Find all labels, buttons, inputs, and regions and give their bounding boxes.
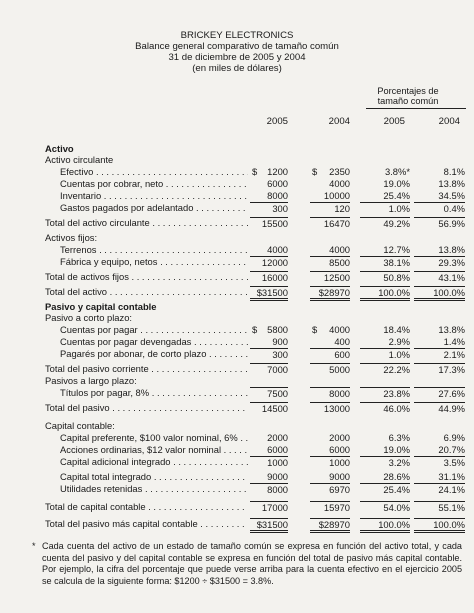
row-label: Utilidades retenidas . . . [60, 483, 248, 495]
cell-v1: 15500 [250, 217, 288, 229]
cell-v1: 8000 [267, 190, 288, 201]
cell-v2: $28970 [310, 286, 350, 301]
cell-v1: 14500 [250, 402, 288, 414]
row-label: Total del pasivo . . . [45, 402, 248, 414]
table-row [0, 456, 474, 468]
cell-v1: 9000 [267, 471, 288, 482]
cell-p1: 25.4% [360, 483, 410, 495]
cell-p1: 19.0% [383, 444, 410, 455]
footnote [32, 541, 462, 587]
table-row [0, 471, 474, 483]
cell-p2: 27.6% [414, 387, 465, 399]
cell-p2: 17.3% [414, 363, 465, 375]
table-row [0, 166, 474, 178]
cell-p2: 24.1% [414, 483, 465, 495]
row-label: Capital adicional integrado . . . [60, 456, 248, 468]
cell-p2: 44.9% [414, 402, 465, 414]
report-date: 31 de diciembre de 2005 y 2004 [168, 52, 306, 63]
row-label: Inventario . . . [60, 190, 248, 202]
cell-p2: 3.5% [414, 456, 465, 468]
cell-v2: 2000 [329, 432, 350, 443]
col-header-2005: 2005 [266, 116, 288, 127]
cell-v1: 900 [272, 336, 288, 347]
dollar-sign: $ [312, 166, 318, 177]
cell-v2: 12500 [310, 271, 350, 283]
cell-p1: 3.8%* [384, 166, 410, 177]
cell-p2: 29.3% [414, 256, 465, 268]
cell-v2: 15970 [310, 501, 350, 513]
col-header-pct-2004: 2004 [438, 116, 460, 127]
cell-v1: 5800 [267, 324, 288, 335]
cell-p2: 2.1% [414, 348, 465, 360]
table-row [0, 483, 474, 495]
row-label: Total de capital contable . . . [45, 501, 248, 513]
company-name: BRICKEY ELECTRONICS [180, 30, 294, 41]
cell-v2: 16470 [310, 217, 350, 229]
cell-p2: 31.1% [438, 471, 465, 482]
row-label: Capital contable: [45, 420, 115, 431]
cell-v1: 17000 [250, 501, 288, 513]
cell-p1: 1.0% [360, 348, 410, 360]
cell-v1: 300 [250, 348, 288, 360]
row-label: Efectivo . . . [60, 166, 248, 178]
cell-v2: 600 [310, 348, 350, 360]
cell-p1: 100.0% [360, 286, 410, 301]
table-row [0, 348, 474, 360]
pct-title-line1: Porcentajes de [377, 86, 439, 96]
cell-v1: 6000 [267, 178, 288, 189]
dollar-sign: $ [252, 166, 258, 177]
row-label: Fábrica y equipo, netos . . . [60, 256, 248, 268]
cell-v2: 9000 [329, 471, 350, 482]
cell-v2: 4000 [329, 324, 350, 335]
cell-p1: 22.2% [360, 363, 410, 375]
table-row [0, 387, 474, 399]
table-row [0, 202, 474, 214]
col-header-pct-2005: 2005 [383, 116, 405, 127]
cell-p2: 43.1% [414, 271, 465, 283]
row-label: Terrenos . . . [60, 244, 248, 256]
row-label: Capital preferente, $100 valor nominal, 6% . . . [60, 432, 248, 444]
cell-v1: 12000 [250, 256, 288, 268]
cell-v1: 7000 [250, 363, 288, 375]
cell-p1: 2.9% [388, 336, 410, 347]
cell-p2: 8.1% [443, 166, 465, 177]
cell-v2: 8000 [310, 387, 350, 399]
cell-p2: 6.9% [443, 432, 465, 443]
cell-p2: 1.4% [443, 336, 465, 347]
cell-v2: 10000 [323, 190, 350, 201]
cell-p1: 54.0% [360, 501, 410, 513]
table-row [0, 363, 474, 375]
row-label: Cuentas por pagar devengadas . . . [60, 336, 248, 348]
table-row [0, 217, 474, 229]
col-header-2004: 2004 [328, 116, 350, 127]
cell-p2: 55.1% [414, 501, 465, 513]
row-label: Activos fijos: [45, 232, 98, 243]
table-row [0, 271, 474, 283]
cell-v1: 2000 [267, 432, 288, 443]
cell-v2: 8500 [310, 256, 350, 268]
cell-p1: 1.0% [360, 202, 410, 214]
row-label: Total del activo circulante . . . [45, 217, 248, 229]
table-row [0, 324, 474, 336]
row-label: Activo [45, 143, 74, 154]
cell-p2: 100.0% [414, 286, 465, 301]
row-label: Total del activo . . . [45, 286, 248, 298]
row-label: Títulos por pagar, 8% . . . [60, 387, 248, 399]
table-row [0, 190, 474, 202]
table-row [0, 312, 474, 324]
dollar-sign: $ [252, 324, 258, 335]
cell-v2: 6000 [329, 444, 350, 455]
row-label: Total de activos fijos . . . [45, 271, 248, 283]
table-row [0, 286, 474, 298]
cell-v1: $31500 [250, 286, 288, 301]
row-label: Cuentas por pagar . . . [60, 324, 248, 336]
row-label: Pasivos a largo plazo: [45, 375, 137, 386]
cell-p1: 12.7% [383, 244, 410, 255]
row-label: Acciones ordinarias, $12 valor nominal . . . [60, 444, 248, 456]
cell-v1: 1000 [250, 456, 288, 468]
row-label: Activo circulante [45, 154, 114, 165]
cell-p2: 20.7% [438, 444, 465, 455]
cell-p1: 19.0% [383, 178, 410, 189]
table-row [0, 444, 474, 456]
cell-p1: 25.4% [383, 190, 410, 201]
cell-v2: $28970 [310, 518, 350, 533]
cell-p2: 13.8% [438, 324, 465, 335]
cell-p1: 50.8% [360, 271, 410, 283]
row-label: Pasivo a corto plazo: [45, 312, 133, 323]
row-label: Capital total integrado . . . [60, 471, 248, 483]
row-label: Gastos pagados por adelantado . . . [60, 202, 248, 214]
table-row [0, 518, 474, 530]
cell-p1: 49.2% [360, 217, 410, 229]
cell-p2: 0.4% [414, 202, 465, 214]
cell-p1: 6.3% [388, 432, 410, 443]
cell-p2: 34.5% [438, 190, 465, 201]
cell-p2: 13.8% [438, 244, 465, 255]
report-title: Balance general comparativo de tamaño común [135, 41, 339, 52]
row-label: Pasivo y capital contable [45, 301, 157, 312]
cell-v2: 1000 [310, 456, 350, 468]
table-row [0, 420, 474, 432]
cell-v1: 1200 [267, 166, 288, 177]
row-label: Pagarés por abonar, de corto plazo . . . [60, 348, 248, 360]
cell-p2: 13.8% [438, 178, 465, 189]
cell-p2: 56.9% [414, 217, 465, 229]
cell-p1: 18.4% [383, 324, 410, 335]
cell-v1: 4000 [267, 244, 288, 255]
table-row [0, 178, 474, 190]
report-units: (en miles de dólares) [192, 63, 282, 74]
table-row [0, 244, 474, 256]
table-row [0, 402, 474, 414]
cell-v2: 5000 [310, 363, 350, 375]
table-row [0, 336, 474, 348]
dollar-sign: $ [312, 324, 318, 335]
cell-p1: 100.0% [360, 518, 410, 533]
cell-p1: 46.0% [360, 402, 410, 414]
table-row [0, 432, 474, 444]
cell-v2: 13000 [310, 402, 350, 414]
cell-v2: 400 [334, 336, 350, 347]
cell-p1: 28.6% [383, 471, 410, 482]
table-row [0, 501, 474, 513]
cell-v2: 2350 [329, 166, 350, 177]
row-label: Total del pasivo corriente . . . [45, 363, 248, 375]
table-row [0, 375, 474, 387]
cell-p1: 3.2% [360, 456, 410, 468]
cell-v2: 4000 [329, 178, 350, 189]
cell-p2: 100.0% [414, 518, 465, 533]
table-row [0, 232, 474, 244]
table-row [0, 154, 474, 166]
cell-v2: 6970 [310, 483, 350, 495]
footnote-star: * [32, 541, 36, 551]
cell-v2: 4000 [329, 244, 350, 255]
table-row [0, 256, 474, 268]
cell-v1: 8000 [250, 483, 288, 495]
row-label: Cuentas por cobrar, neto . . . [60, 178, 248, 190]
cell-v1: 300 [250, 202, 288, 214]
pct-header-rule [366, 108, 466, 109]
footnote-text: Cada cuenta del activo de un estado de tamaño común se expresa en función del activo total, y cada cuenta del pasivo y del capital contable se expresa en función del total de pasivo más capital contable. Por ejemplo, la cifra del porcentaje que puede verse arriba para la cuenta efectivo en el ejercicio 2005 se calcula de la siguiente forma: $1200 ÷ $31500 = 3.8%. [42, 541, 462, 586]
cell-v1: $31500 [250, 518, 288, 533]
cell-v1: 16000 [250, 271, 288, 283]
cell-p1: 38.1% [360, 256, 410, 268]
row-label: Total del pasivo más capital contable . . . [45, 518, 248, 530]
cell-v1: 6000 [267, 444, 288, 455]
pct-title-line2: tamaño común [377, 96, 439, 106]
cell-p1: 23.8% [360, 387, 410, 399]
cell-v2: 120 [310, 202, 350, 214]
cell-v1: 7500 [250, 387, 288, 399]
